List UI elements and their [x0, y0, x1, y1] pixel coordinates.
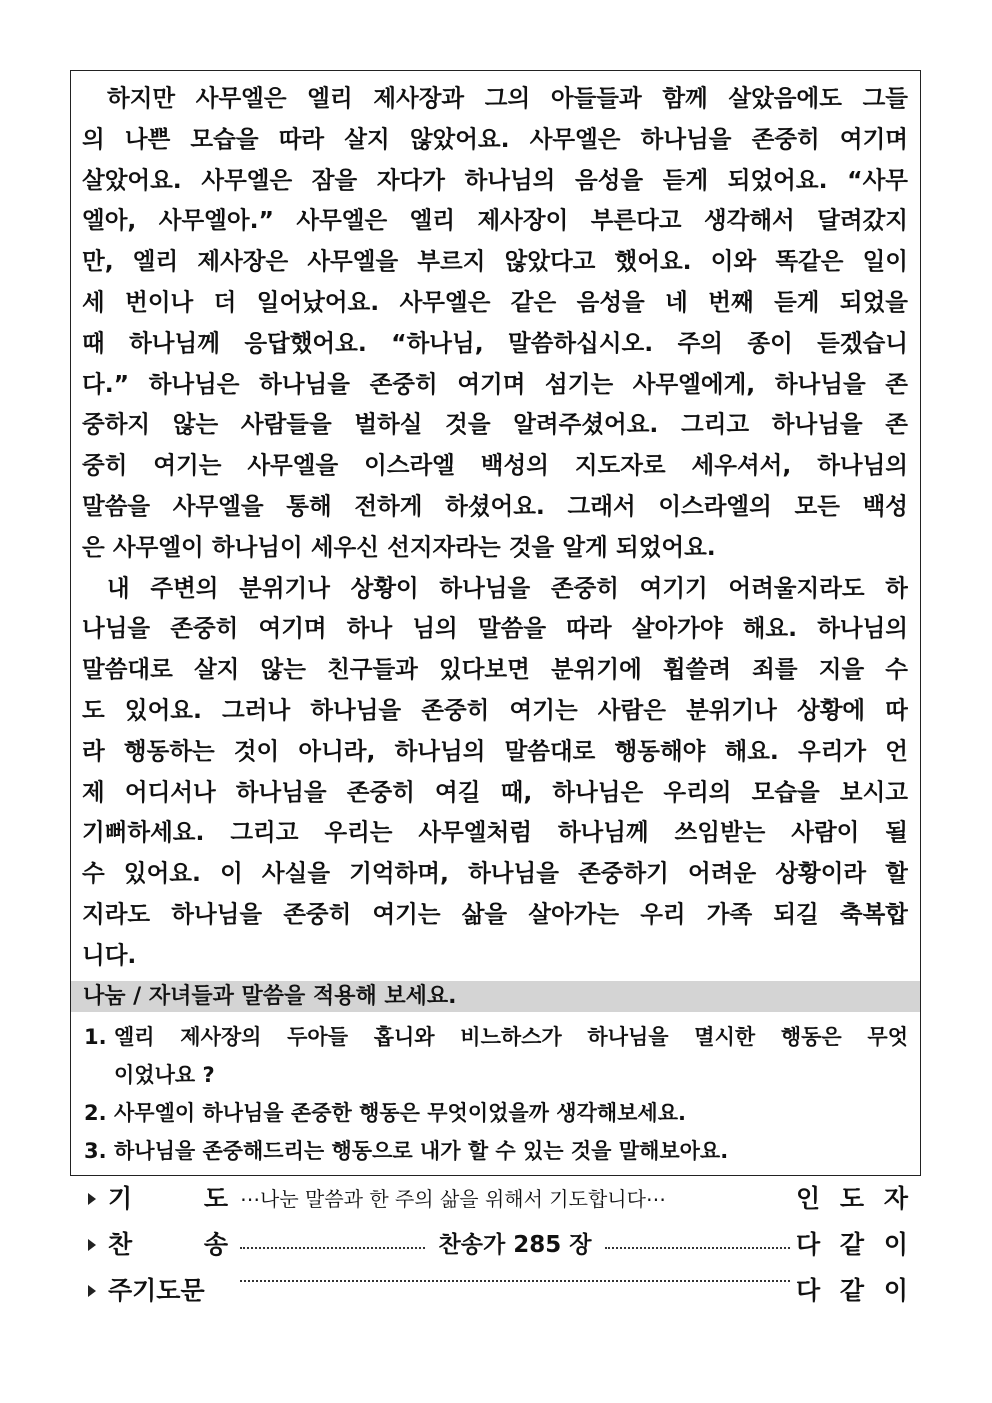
question-3	[84, 1132, 908, 1170]
question-number: 2.	[84, 1101, 107, 1125]
order-item-prayer	[88, 1182, 908, 1220]
passage-line: 중하지 않는 사람들을 벌하실 것을 알려주셨어요. 그리고 하나님을 존	[82, 410, 908, 439]
order-middle	[240, 1228, 790, 1262]
order-label: 주기도문	[108, 1276, 205, 1305]
order-middle	[240, 1274, 790, 1282]
question-number: 3.	[84, 1139, 107, 1163]
passage-line: 제 어디서나 하나님을 존중히 여길 때, 하나님은 우리의 모습을 보시고	[82, 777, 908, 806]
dotted-leader	[240, 1280, 790, 1282]
passage-line: 다.” 하나님은 하나님을 존중히 여기며 섬기는 사무엘에게, 하나님을 존	[82, 369, 908, 398]
passage-line: 지라도 하나님을 존중히 여기는 삶을 살아가는 우리 가족 되길 축복합	[82, 899, 908, 928]
bullet-triangle-icon	[88, 1285, 96, 1297]
passage-line: 도 있어요. 그러나 하나님을 존중히 여기는 사람은 분위기나 상황에 따	[82, 695, 908, 724]
passage-line: 라 행동하는 것이 아니라, 하나님의 말씀대로 행동해야 해요. 우리가 언	[82, 736, 908, 765]
passage-line: 때 하나님께 응답했어요. “하나님, 말씀하십시오. 주의 종이 듣겠습니	[82, 328, 908, 357]
order-label: 찬 송	[108, 1230, 228, 1259]
question-text: 사무엘이 하나님을 존중한 행동은 무엇이었을까 생각해보세요.	[114, 1101, 686, 1125]
passage-line: 말씀대로 살지 않는 친구들과 있다보면 분위기에 휩쓸려 죄를 지을 수	[82, 655, 908, 684]
passage-line: 말씀을 사무엘을 통해 전하게 하셨어요. 그래서 이스라엘의 모든 백성	[82, 491, 908, 520]
passage-line: 니다.	[82, 940, 137, 969]
passage-line: 살았어요. 사무엘은 잠을 자다가 하나님의 음성을 듣게 되었어요. “사무	[82, 165, 908, 194]
passage-line: 수 있어요. 이 사실을 기억하며, 하나님을 존중하기 어려운 상황이라 할	[82, 859, 908, 888]
passage-line: 엘아, 사무엘아.” 사무엘은 엘리 제사장이 부른다고 생각해서 달려갔지	[82, 206, 908, 235]
order-item-hymn	[88, 1228, 908, 1266]
order-leader: 인 도 자	[796, 1184, 908, 1213]
hymn-number: 찬송가 285 장	[438, 1232, 592, 1258]
passage-line: 나님을 존중히 여기며 하나 님의 말씀을 따라 살아가야 해요. 하나님의	[82, 614, 908, 643]
question-number: 1.	[84, 1025, 107, 1049]
order-item-lords-prayer	[88, 1274, 908, 1312]
question-2	[84, 1094, 908, 1132]
order-middle	[240, 1182, 790, 1216]
sharing-heading: 나눔 / 자녀들과 말씀을 적용해 보세요.	[83, 984, 457, 1009]
passage-line: 하지만 사무엘은 엘리 제사장과 그의 아들들과 함께 살았음에도 그들	[107, 84, 908, 112]
order-label: 기 도	[108, 1184, 228, 1213]
question-text: 하나님을 존중해드리는 행동으로 내가 할 수 있는 것을 말해보아요.	[114, 1139, 729, 1163]
order-leader: 다 같 이	[796, 1276, 908, 1305]
question-1-continued: 이었나요 ?	[114, 1063, 215, 1087]
passage-line: 내 주변의 분위기나 상황이 하나님을 존중히 여기기 어려울지라도 하	[107, 573, 908, 602]
sharing-questions	[84, 1018, 908, 1170]
passage-line: 기뻐하세요. 그리고 우리는 사무엘처럼 하나님께 쓰임받는 사람이 될	[82, 818, 908, 847]
passage-line: 의 나쁜 모습을 따라 살지 않았어요. 사무엘은 하나님을 존중히 여기며	[82, 124, 908, 153]
dotted-leader	[605, 1247, 790, 1249]
passage-line: 은 사무엘이 하나님이 세우신 선지자라는 것을 알게 되었어요.	[82, 532, 716, 561]
dotted-leader	[240, 1247, 425, 1249]
passage-line: 만, 엘리 제사장은 사무엘을 부르지 않았다고 했어요. 이와 똑같은 일이	[82, 247, 908, 276]
bullet-triangle-icon	[88, 1193, 96, 1205]
sharing-heading-bar	[71, 981, 920, 1012]
question-text: 엘리 제사장의 두아들 홉니와 비느하스가 하나님을 멸시한 행동은 무엇	[114, 1025, 908, 1049]
devotional-passage	[82, 78, 908, 976]
bullet-triangle-icon	[88, 1239, 96, 1251]
passage-line: 세 번이나 더 일어났어요. 사무엘은 같은 음성을 네 번째 듣게 되었을	[82, 287, 908, 316]
question-1	[84, 1018, 908, 1056]
order-leader: 다 같 이	[796, 1230, 908, 1259]
order-description: ⋯나눈 말씀과 한 주의 삶을 위해서 기도합니다⋯	[240, 1187, 666, 1211]
passage-line: 중히 여기는 사무엘을 이스라엘 백성의 지도자로 세우셔서, 하나님의	[82, 451, 908, 480]
